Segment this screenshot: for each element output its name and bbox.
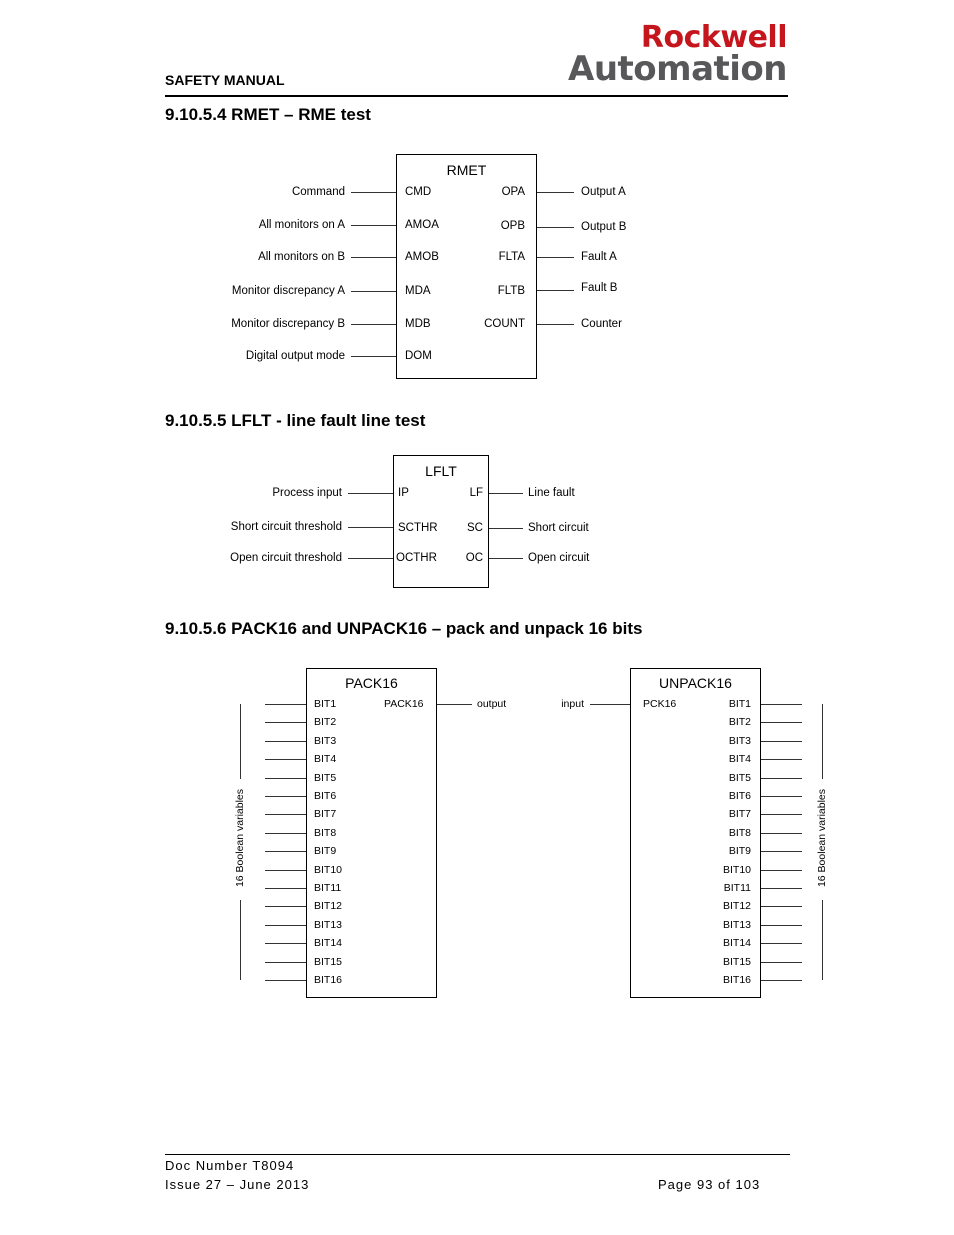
unpack16-bit-wire [761, 870, 802, 871]
pack16-bit-wire [265, 796, 306, 797]
rmet-output-signal: Fault B [581, 282, 618, 294]
unpack16-bit-pin: BIT11 [723, 882, 751, 894]
unpack16-bracket-top [822, 704, 823, 779]
rmet-input-pin: AMOB [405, 251, 439, 263]
unpack16-bit-pin: BIT8 [728, 827, 751, 839]
unpack16-bit-pin: BIT6 [728, 790, 751, 802]
unpack16-bit-wire [761, 778, 802, 779]
lflt-output-wire [489, 528, 523, 529]
rmet-input-signal: Monitor discrepancy A [231, 285, 345, 297]
pack16-output-wire [437, 704, 472, 705]
unpack16-bit-pin: BIT7 [728, 808, 751, 820]
pack16-bit-pin: BIT8 [314, 827, 337, 839]
pack16-bit-wire [265, 851, 306, 852]
lflt-input-wire [348, 558, 393, 559]
rmet-output-wire [537, 290, 574, 291]
pack16-bit-pin: BIT7 [314, 808, 337, 820]
unpack16-bit-wire [761, 704, 802, 705]
unpack16-block-title: UNPACK16 [659, 675, 732, 691]
unpack16-bit-wire [761, 906, 802, 907]
pack16-bit-pin: BIT2 [314, 716, 337, 728]
rmet-output-signal: Counter [581, 318, 622, 330]
pack16-bit-pin: BIT6 [314, 790, 337, 802]
rmet-input-wire [351, 192, 396, 193]
rmet-input-signal: All monitors on A [258, 219, 345, 231]
footer-issue: Issue 27 – June 2013 [165, 1177, 310, 1192]
rmet-output-signal: Output A [581, 186, 626, 198]
lflt-output-pin: SC [467, 522, 483, 534]
header-rule [165, 95, 788, 97]
section-heading-pack: 9.10.5.6 PACK16 and UNPACK16 – pack and unpack 16 bits [165, 619, 643, 638]
unpack16-input-wire [590, 704, 630, 705]
pack16-bracket-bottom [240, 900, 241, 980]
pack16-bit-pin: BIT11 [314, 882, 342, 894]
manual-title: SAFETY MANUAL [165, 72, 285, 88]
rmet-input-pin: CMD [405, 186, 432, 198]
rmet-output-pin: FLTA [498, 251, 525, 263]
rmet-input-signal: Command [291, 186, 345, 198]
rmet-input-pin: MDA [405, 285, 431, 297]
lflt-input-signal: Process input [272, 487, 342, 499]
rmet-input-pin: AMOA [405, 219, 439, 231]
unpack16-bit-wire [761, 980, 802, 981]
pack16-bit-pin: BIT5 [314, 772, 337, 784]
unpack16-bit-wire [761, 962, 802, 963]
rmet-output-pin: OPA [501, 186, 525, 198]
lflt-output-signal: Short circuit [528, 522, 589, 534]
unpack16-input-pin: PCK16 [643, 698, 677, 710]
pack16-bit-wire [265, 962, 306, 963]
pack16-bit-pin: BIT14 [314, 937, 343, 949]
pack16-bracket-top [240, 704, 241, 779]
pack16-bit-pin: BIT10 [314, 864, 343, 876]
unpack16-bit-wire [761, 796, 802, 797]
rmet-output-wire [537, 257, 574, 258]
rmet-input-wire [351, 324, 396, 325]
rmet-input-wire [351, 291, 396, 292]
unpack16-bit-wire [761, 943, 802, 944]
unpack16-bracket-bottom [822, 900, 823, 980]
unpack16-bit-wire [761, 759, 802, 760]
rmet-input-signal: All monitors on B [258, 251, 345, 263]
unpack16-bit-pin: BIT15 [722, 956, 751, 968]
unpack16-bit-wire [761, 722, 802, 723]
lflt-input-pin: IP [398, 487, 409, 499]
unpack16-side-label: 16 Boolean variables [816, 788, 828, 888]
pack16-block-title: PACK16 [345, 675, 398, 691]
rmet-input-pin: MDB [405, 318, 431, 330]
rmet-output-pin: FLTB [497, 285, 525, 297]
unpack16-bit-pin: BIT2 [728, 716, 751, 728]
unpack16-bit-wire [761, 833, 802, 834]
rmet-input-wire [351, 356, 396, 357]
lflt-input-signal: Short circuit threshold [230, 521, 342, 533]
section-heading-rmet: 9.10.5.4 RMET – RME test [165, 105, 371, 124]
unpack16-bit-wire [761, 814, 802, 815]
pack16-bit-wire [265, 759, 306, 760]
pack16-bit-wire [265, 925, 306, 926]
rmet-output-wire [537, 227, 574, 228]
unpack16-bit-pin: BIT9 [728, 845, 751, 857]
pack16-bit-wire [265, 943, 306, 944]
lflt-output-pin: LF [469, 487, 483, 499]
rmet-output-signal: Output B [581, 221, 627, 233]
pack16-output-pin: PACK16 [384, 698, 424, 710]
pack16-bit-pin: BIT1 [314, 698, 337, 710]
pack16-bit-wire [265, 704, 306, 705]
unpack16-bit-pin: BIT5 [728, 772, 751, 784]
rmet-output-wire [537, 324, 574, 325]
unpack16-bit-pin: BIT12 [722, 900, 751, 912]
unpack16-bit-wire [761, 925, 802, 926]
lflt-input-signal: Open circuit threshold [230, 552, 342, 564]
pack16-bit-wire [265, 980, 306, 981]
lflt-input-pin: OCTHR [396, 552, 437, 564]
pack16-bit-wire [265, 870, 306, 871]
unpack16-bit-pin: BIT1 [728, 698, 751, 710]
unpack16-bit-wire [761, 741, 802, 742]
unpack16-bit-pin: BIT13 [722, 919, 751, 931]
rmet-block-title: RMET [446, 162, 487, 178]
pack16-bit-wire [265, 906, 306, 907]
rmet-input-wire [351, 225, 396, 226]
lflt-input-wire [348, 527, 393, 528]
pack16-bit-wire [265, 741, 306, 742]
unpack16-bit-wire [761, 888, 802, 889]
lflt-output-signal: Line fault [528, 487, 575, 499]
pack16-side-label: 16 Boolean variables [234, 788, 246, 888]
pack16-bit-wire [265, 833, 306, 834]
pack16-bit-pin: BIT13 [314, 919, 343, 931]
pack16-bit-pin: BIT4 [314, 753, 337, 765]
lflt-output-wire [489, 493, 523, 494]
logo-rockwell: Rockwell [640, 20, 787, 55]
pack16-bit-wire [265, 888, 306, 889]
rmet-output-pin: COUNT [484, 318, 525, 330]
pack16-bit-wire [265, 778, 306, 779]
logo-automation: Automation [568, 49, 787, 89]
unpack16-bit-wire [761, 851, 802, 852]
lflt-output-pin: OC [465, 552, 483, 564]
rmet-output-wire [537, 192, 574, 193]
lflt-input-wire [348, 493, 393, 494]
rmet-input-wire [351, 257, 396, 258]
rmet-output-pin: OPB [500, 220, 525, 232]
unpack16-input-signal: input [561, 698, 584, 710]
rmet-input-signal: Digital output mode [245, 350, 345, 362]
pack16-output-signal: output [477, 698, 507, 710]
unpack16-bit-pin: BIT14 [722, 937, 751, 949]
pack16-bit-pin: BIT3 [314, 735, 337, 747]
pack16-bit-pin: BIT12 [314, 900, 343, 912]
lflt-block-title: LFLT [425, 463, 457, 479]
unpack16-bit-pin: BIT4 [728, 753, 751, 765]
rmet-output-signal: Fault A [581, 251, 617, 263]
unpack16-bit-pin: BIT10 [722, 864, 751, 876]
unpack16-bit-pin: BIT3 [728, 735, 751, 747]
lflt-output-wire [489, 558, 523, 559]
footer-page: Page 93 of 103 [658, 1177, 761, 1192]
pack16-bit-wire [265, 722, 306, 723]
lflt-input-pin: SCTHR [398, 522, 438, 534]
pack16-bit-wire [265, 814, 306, 815]
rmet-input-signal: Monitor discrepancy B [231, 318, 345, 330]
footer-doc-number: Doc Number T8094 [165, 1158, 295, 1173]
pack16-bit-pin: BIT16 [314, 974, 343, 986]
section-heading-lflt: 9.10.5.5 LFLT - line fault line test [165, 411, 426, 430]
pack16-bit-pin: BIT9 [314, 845, 337, 857]
lflt-output-signal: Open circuit [528, 552, 590, 564]
unpack16-bit-pin: BIT16 [722, 974, 751, 986]
rmet-input-pin: DOM [405, 350, 432, 362]
pack16-bit-pin: BIT15 [314, 956, 343, 968]
footer-rule [165, 1154, 790, 1155]
